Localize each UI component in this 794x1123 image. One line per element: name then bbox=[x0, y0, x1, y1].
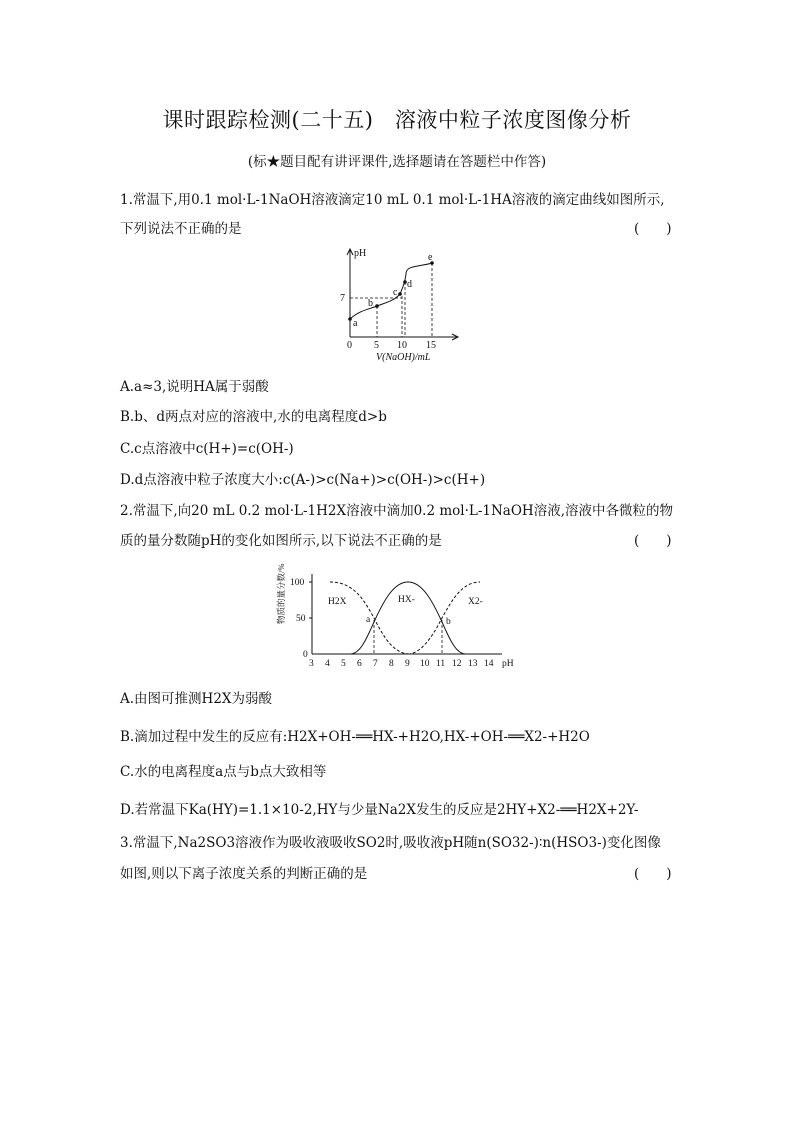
q2-option-c: C.水的电离程度a点与b点大致相等 bbox=[120, 764, 327, 780]
q2-distribution-figure bbox=[270, 560, 530, 672]
q2-answer-paren: ( ) bbox=[634, 533, 672, 549]
q1-x-tick-5: 5 bbox=[374, 340, 379, 351]
q2-option-a: A.由图可推测H2X为弱酸 bbox=[120, 691, 273, 707]
q2-x-tick: 14 bbox=[484, 659, 494, 669]
q1-point-c bbox=[398, 292, 402, 296]
q2-x-tick: 10 bbox=[420, 659, 430, 669]
q2-x-tick: 13 bbox=[468, 659, 478, 669]
q1-point-a bbox=[348, 317, 352, 321]
q2-x-tick: 4 bbox=[325, 659, 330, 669]
q2-y-label: 物质的量分数/% bbox=[276, 563, 286, 624]
q2-species-h2x: H2X bbox=[328, 597, 347, 607]
q1-option-c: C.c点溶液中c(H+)=c(OH-) bbox=[120, 441, 294, 457]
q1-y-label: pH bbox=[354, 248, 367, 259]
q3-stem-line-2: 如图,则以下离子浓度关系的判断正确的是 bbox=[120, 866, 368, 882]
q1-label-d: d bbox=[407, 279, 412, 290]
q2-option-b: B.滴加过程中发生的反应有:H2X+OH-══HX-+H2O,HX-+OH-══X2-+H2O bbox=[120, 729, 590, 745]
q1-label-e: e bbox=[428, 252, 433, 263]
q1-option-b: B.b、d两点对应的溶液中,水的电离程度d>b bbox=[120, 409, 387, 425]
q1-option-a: A.a≈3,说明HA属于弱酸 bbox=[120, 379, 269, 395]
q1-x-tick-10: 10 bbox=[397, 340, 407, 351]
q3-stem-line-1: 3.常温下,Na2SO3溶液作为吸收液吸收SO2时,吸收液pH随n(SO32-)∶n(HSO3-)变化图像 bbox=[120, 835, 661, 851]
q2-x-tick: 5 bbox=[341, 659, 346, 669]
q1-titration-figure bbox=[330, 244, 470, 364]
q2-x-tick: 3 bbox=[309, 659, 314, 669]
page-title: 课时跟踪检测(二十五) 溶液中粒子浓度图像分析 bbox=[162, 108, 632, 132]
q2-y-tick-100: 100 bbox=[290, 578, 305, 588]
q2-curve-x2 bbox=[408, 582, 480, 654]
q1-point-b bbox=[375, 304, 379, 308]
page-note: (标★题目配有讲评课件,选择题请在答题栏中作答) bbox=[247, 154, 547, 170]
q1-guide-lines bbox=[350, 263, 432, 337]
q2-x-tick: 7 bbox=[373, 659, 378, 669]
q1-label-b: b bbox=[368, 298, 373, 309]
q2-label-a: a bbox=[366, 615, 371, 625]
q1-x-tick-0: 0 bbox=[347, 340, 352, 351]
q2-stem-line-1: 2.常温下,向20 mL 0.2 mol·L-1H2X溶液中滴加0.2 mol·L-1NaOH溶液,溶液中各微粒的物 bbox=[120, 503, 673, 519]
q2-label-b: b bbox=[446, 617, 451, 627]
q2-species-hx: HX- bbox=[398, 595, 415, 605]
q2-x-tick: 8 bbox=[389, 659, 394, 669]
q1-titration-curve bbox=[350, 263, 432, 319]
q2-y-tick-50: 50 bbox=[296, 614, 306, 624]
q1-stem-line-1: 1.常温下,用0.1 mol·L-1NaOH溶液滴定10 mL 0.1 mol·L-1HA溶液的滴定曲线如图所示, bbox=[120, 192, 665, 208]
q1-answer-paren: ( ) bbox=[634, 221, 672, 237]
q2-x-tick: 12 bbox=[452, 659, 462, 669]
q1-x-tick-15: 15 bbox=[426, 340, 436, 351]
q1-stem-line-2: 下列说法不正确的是 bbox=[120, 221, 242, 237]
q2-species-x2: X2- bbox=[468, 597, 483, 607]
q2-x-tick: 6 bbox=[357, 659, 362, 669]
q3-answer-paren: ( ) bbox=[634, 866, 672, 882]
q1-x-label: V(NaOH)/mL bbox=[376, 352, 431, 363]
q2-option-d: D.若常温下Ka(HY)=1.1×10-2,HY与少量Na2X发生的反应是2HY+X2-══H2X+2Y- bbox=[120, 802, 639, 818]
q1-option-d: D.d点溶液中粒子浓度大小:c(A-)>c(Na+)>c(OH-)>c(H+) bbox=[120, 472, 486, 488]
q2-stem-line-2: 质的量分数随pH的变化如图所示,以下说法不正确的是 bbox=[120, 533, 442, 549]
q1-y-tick: 7 bbox=[340, 293, 345, 304]
q2-x-tick: 11 bbox=[436, 659, 446, 669]
q1-label-a: a bbox=[353, 318, 358, 329]
q2-x-unit: pH bbox=[502, 659, 514, 669]
q2-y-tick-0: 0 bbox=[303, 650, 308, 660]
q1-label-c: c bbox=[393, 287, 398, 298]
q2-x-tick: 9 bbox=[405, 659, 410, 669]
